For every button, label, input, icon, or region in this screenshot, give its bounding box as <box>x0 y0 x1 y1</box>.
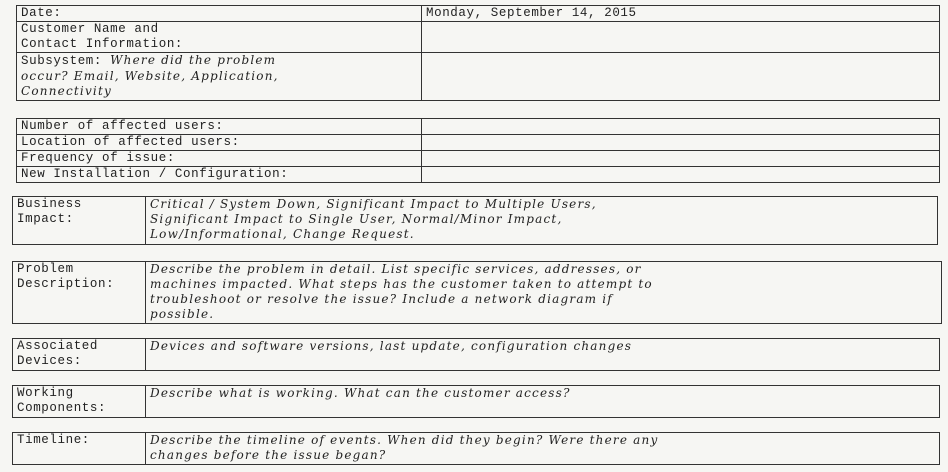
problem-description-text[interactable]: Describe the problem in detail. List specific services, addresses, or machines impacted. What steps has the customer taken to attempt to troubleshoot or resolve the issue? Include a network diagram if possible. <box>146 262 942 324</box>
associated-devices-table <box>12 338 940 371</box>
working-components-text[interactable]: Describe what is working. What can the customer access? <box>146 386 940 418</box>
affected-users-value[interactable] <box>422 119 940 135</box>
frequency-value[interactable] <box>422 151 940 167</box>
new-install-value[interactable] <box>422 167 940 183</box>
subsystem-hint: Where did the problem <box>110 53 277 67</box>
timeline-text[interactable]: Describe the timeline of events. When did they begin? Were there any changes before the issue began? <box>146 433 940 465</box>
timeline-table <box>12 432 940 465</box>
working-components-label: Working Components: <box>13 386 146 418</box>
header-table <box>16 5 940 101</box>
working-components-table <box>12 385 940 418</box>
location-label: Location of affected users: <box>17 135 422 151</box>
new-install-label: New Installation / Configuration: <box>17 167 422 183</box>
business-impact-table <box>12 196 938 245</box>
date-label: Date: <box>17 6 422 22</box>
business-impact-label: Business Impact: <box>13 197 146 245</box>
date-value[interactable]: Monday, September 14, 2015 <box>422 6 940 22</box>
timeline-label: Timeline: <box>13 433 146 465</box>
users-table <box>16 118 940 183</box>
problem-description-table <box>12 261 942 324</box>
associated-devices-label: Associated Devices: <box>13 339 146 371</box>
associated-devices-text[interactable]: Devices and software versions, last update, configuration changes <box>146 339 940 371</box>
customer-value[interactable] <box>422 22 940 53</box>
customer-label: Customer Name and Contact Information: <box>17 22 422 53</box>
subsystem-value[interactable] <box>422 53 940 101</box>
business-impact-text[interactable]: Critical / System Down, Significant Impact to Multiple Users, Significant Impact to Single User, Normal/Minor Impact, Low/Informational, Change Request. <box>146 197 938 245</box>
frequency-label: Frequency of issue: <box>17 151 422 167</box>
location-value[interactable] <box>422 135 940 151</box>
problem-description-label: Problem Description: <box>13 262 146 324</box>
affected-users-label: Number of affected users: <box>17 119 422 135</box>
subsystem-label: Subsystem: <box>21 54 103 68</box>
subsystem-cell: Subsystem: Where did the problem occur? Email, Website, Application, Connectivity <box>17 53 422 101</box>
